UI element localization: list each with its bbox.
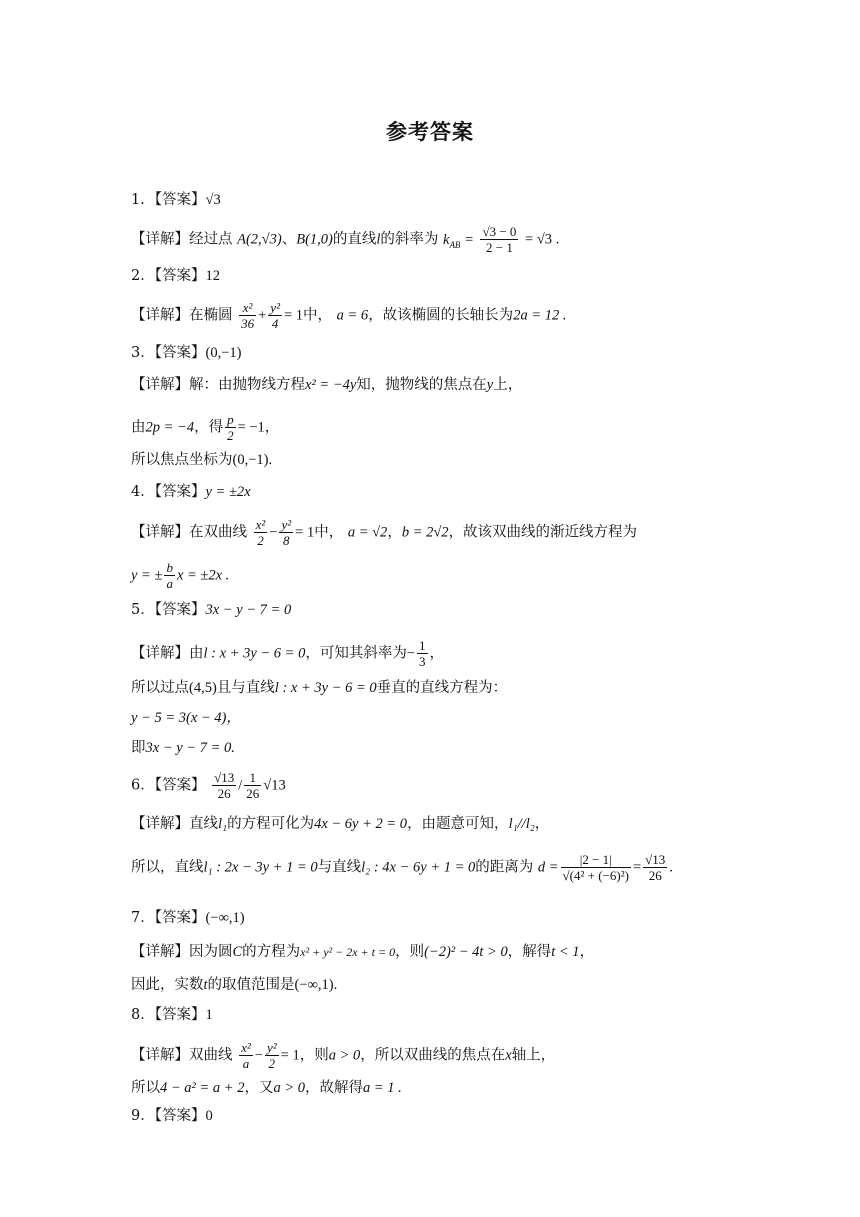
answer-7: 7．【答案】(−∞,1) <box>131 910 245 926</box>
detail-8-line-2: 所以4 − a² = a + 2，又a > 0，故解得a = 1 . <box>131 1080 402 1096</box>
detail-5-line-2: 所以过点(4,5)且与直线l : x + 3y − 6 = 0垂直的直线方程为： <box>131 680 508 696</box>
page-title: 参考答案 <box>386 120 474 144</box>
answer-1: 1．【答案】√3 <box>131 192 221 208</box>
answer-6: 6．【答案】 $\frac{√13}{26}$ / $\frac{1}{26}$ √13 <box>131 770 286 801</box>
detail-4: 【详解】在双曲线 $\frac{\text{x²}}{2}$ − $\frac{\text{y²}}{8}$ = 1中， a = √2，b = 2√2，故该双曲线的渐近线方程为 <box>131 517 638 548</box>
answer-3: 3．【答案】(0,−1) <box>131 345 242 361</box>
detail-8: 【详解】双曲线 $\frac{\text{x²}}{a}$ − $\frac{\text{y²}}{2}$ = 1，则a > 0，所以双曲线的焦点在x轴上， <box>131 1040 556 1071</box>
detail-3: 【详解】解：由抛物线方程x² = −4y知，抛物线的焦点在y上， <box>131 377 523 393</box>
detail-6-line-2: 所以，直线l₁ : 2x − 3y + 1 = 0与直线l₂ : 4x − 6y + 1 = 0的距离为 d = $\frac{|2 - 1|}{\text{√(4² + (−6)²)}}$ = $\frac{√13}{26}$ . <box>131 852 673 883</box>
answer-8: 8．【答案】1 <box>131 1007 213 1023</box>
detail-5-line-4: 即3x − y − 7 = 0. <box>131 740 235 756</box>
detail-3-line-2: 由2p = −4，得 $\frac{p}{2}$ = −1， <box>131 412 280 443</box>
detail-3-line-3: 所以焦点坐标为(0,−1). <box>131 452 273 468</box>
answer-9: 9．【答案】0 <box>131 1108 213 1124</box>
detail-6: 【详解】直线l₁的方程可化为4x − 6y + 2 = 0，由题意可知，l₁//l₂， <box>131 816 550 832</box>
answer-4: 4．【答案】y = ±2x <box>131 484 251 500</box>
detail-7: 【详解】因为圆C的方程为x² + y² − 2x + t = 0，则(−2)² − 4t > 0，解得t < 1， <box>131 944 595 960</box>
answer-2: 2．【答案】12 <box>131 268 220 284</box>
detail-2: 【详解】在椭圆 $\frac{\text{x²}}{36}$ + $\frac{\text{y²}}{4}$ = 1中， a = 6，故该椭圆的长轴长为2a = 12 . <box>131 300 567 331</box>
answer-5: 5．【答案】3x − y − 7 = 0 <box>131 602 292 618</box>
detail-1: 【详解】经过点 A(2,√3)、B(1,0)的直线l的斜率为 $k_{AB}$ = $\frac{√3 - 0}{2 - 1}$ = √3 . <box>131 224 560 255</box>
detail-7-line-2: 因此，实数t的取值范围是(−∞,1). <box>131 977 338 993</box>
detail-5: 【详解】由l : x + 3y − 6 = 0，可知其斜率为− $\frac{1}{3}$ ， <box>131 638 445 669</box>
detail-5-line-3: y − 5 = 3(x − 4)， <box>131 710 241 726</box>
detail-4-line-2: y = ± $\frac{b}{a}$ x = ±2x . <box>131 560 230 591</box>
